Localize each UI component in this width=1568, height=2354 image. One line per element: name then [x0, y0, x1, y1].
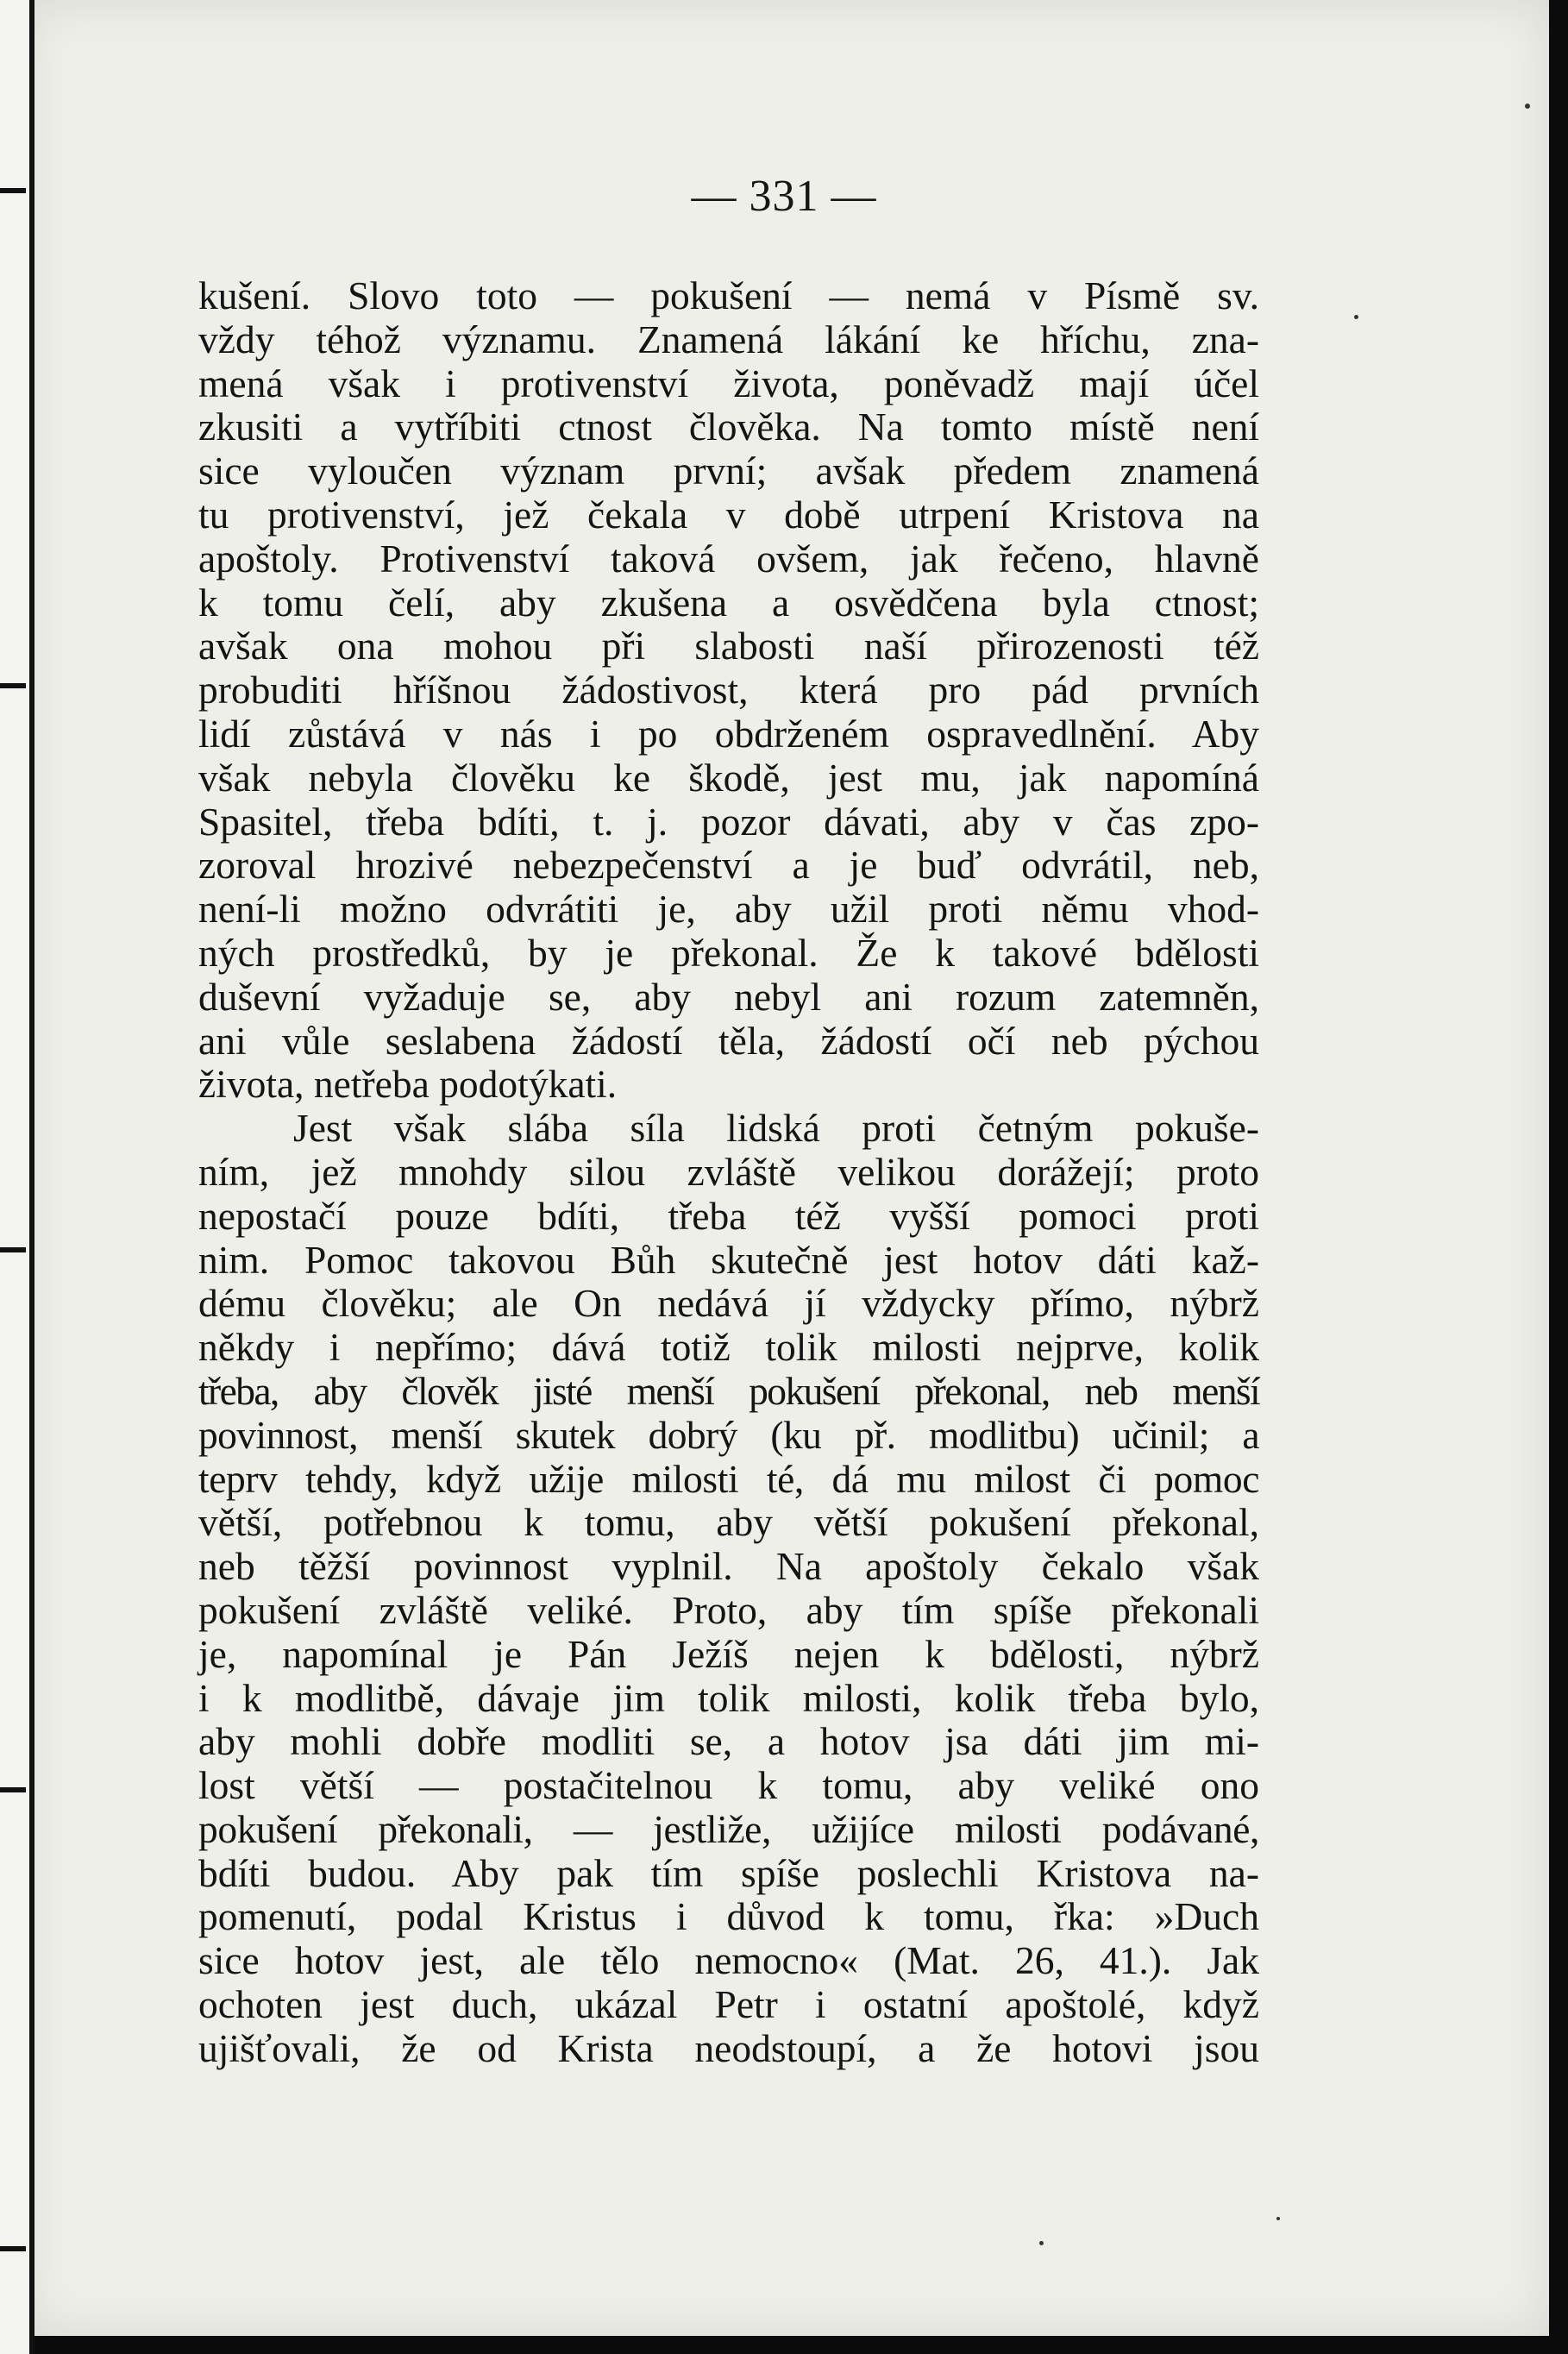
scan-speck — [1354, 315, 1358, 319]
text-line: tu protivenství, jež čekala v době utrpení Kristova na — [198, 492, 1259, 537]
text-line: vždy téhož významu. Znamená lákání ke hříchu, zna- — [198, 317, 1259, 361]
scan-speck — [1276, 2217, 1280, 2220]
text-line: pokušení překonali, — jestliže, užijíce milosti podávané, — [198, 1806, 1259, 1851]
paragraph-start: Jest však slába síla lidská proti četným pokuše- — [293, 1106, 1259, 1151]
text-line: pomenutí, podal Kristus i důvod k tomu, řka: »Duch — [198, 1894, 1259, 1939]
text-line: i k modlitbě, dávaje jim tolik milosti, kolik třeba bylo, — [198, 1675, 1259, 1720]
text-line: ochoten jest duch, ukázal Petr i ostatní apoštolé, když — [198, 1982, 1259, 2027]
text-line: Spasitel, třeba bdíti, t. j. pozor dávati, aby v čas zpo- — [198, 799, 1259, 844]
text-line: někdy i nepřímo; dává totiž tolik milosti nejprve, kolik — [198, 1325, 1259, 1370]
text-line: ujišťovali, že od Krista neodstoupí, a že hotovi jsou — [198, 2025, 1259, 2070]
text-line: života, netřeba podotýkati. — [198, 1062, 618, 1107]
text-line: sice vyloučen význam první; avšak předem znamená — [198, 449, 1259, 493]
scan-speck — [1525, 104, 1530, 109]
text-line: apoštoly. Protivenství taková ovšem, jak řečeno, hlavně — [198, 536, 1259, 581]
text-line: mená však i protivenství života, poněvadž mají účel — [198, 361, 1259, 405]
body-text — [198, 274, 1259, 2071]
text-line: třeba, aby člověk jisté menší pokušení překonal, neb menší — [198, 1368, 1259, 1413]
text-line: kušení. Slovo toto — pokušení — nemá v Písmě sv. — [198, 273, 1259, 317]
text-line: nim. Pomoc takovou Bůh skutečně jest hotov dáti kaž- — [198, 1237, 1259, 1282]
binding-edge — [0, 0, 34, 2354]
text-line: teprv tehdy, když užije milosti té, dá mu milost či pomoc — [198, 1456, 1259, 1501]
text-line: ných prostředků, by je překonal. Že k takové bdělosti — [198, 930, 1259, 975]
text-line: lidí zůstává v nás i po obdrženém ospravedlnění. Aby — [198, 711, 1259, 756]
text-line: avšak ona mohou při slabosti naší přirozenosti též — [198, 624, 1259, 669]
binding-mark — [0, 1247, 26, 1252]
text-line: probuditi hříšnou žádostivost, která pro pád prvních — [198, 668, 1259, 712]
binding-mark — [0, 2246, 26, 2251]
text-line: lost větší — postačitelnou k tomu, aby veliké ono — [198, 1763, 1259, 1808]
text-line: zoroval hrozivé nebezpečenství a je buď odvrátil, neb, — [198, 843, 1259, 888]
text-line: povinnost, menší skutek dobrý (ku př. modlitbu) učinil; a — [198, 1412, 1259, 1457]
text-line: větší, potřebnou k tomu, aby větší pokušení překonal, — [198, 1500, 1259, 1545]
page-number: — 331 — — [691, 172, 877, 221]
text-line: ním, jež mnohdy silou zvláště velikou dorážejí; proto — [198, 1149, 1259, 1194]
text-line: duševní vyžaduje se, aby nebyl ani rozum zatemněn, — [198, 974, 1259, 1019]
text-line: zkusiti a vytříbiti ctnost člověka. Na tomto místě není — [198, 405, 1259, 449]
text-line: je, napomínal je Pán Ježíš nejen k bdělosti, nýbrž — [198, 1631, 1259, 1676]
text-line: sice hotov jest, ale tělo nemocno« (Mat. 26, 41.). Jak — [198, 1938, 1259, 1983]
text-line: neb těžší povinnost vyplnil. Na apoštoly čekalo však — [198, 1544, 1259, 1589]
text-line: není-li možno odvrátiti je, aby užil proti němu vhod- — [198, 887, 1259, 932]
text-line: však nebyla člověku ke škodě, jest mu, jak napomíná — [198, 755, 1259, 800]
text-line: aby mohli dobře modliti se, a hotov jsa dáti jim mi- — [198, 1719, 1259, 1764]
text-line: nepostačí pouze bdíti, třeba též vyšší pomoci proti — [198, 1193, 1259, 1238]
text-line: dému člověku; ale On nedává jí vždycky přímo, nýbrž — [198, 1281, 1259, 1326]
text-line: ani vůle seslabena žádostí těla, žádostí očí neb pýchou — [198, 1018, 1259, 1063]
scan-speck — [1039, 2241, 1044, 2245]
text-line: pokušení zvláště veliké. Proto, aby tím spíše překonali — [198, 1587, 1259, 1632]
text-line: bdíti budou. Aby pak tím spíše poslechli Kristova na- — [198, 1850, 1259, 1895]
binding-mark — [0, 683, 26, 688]
text-line: k tomu čelí, aby zkušena a osvědčena byla ctnost; — [198, 580, 1259, 625]
binding-mark — [0, 1787, 26, 1792]
